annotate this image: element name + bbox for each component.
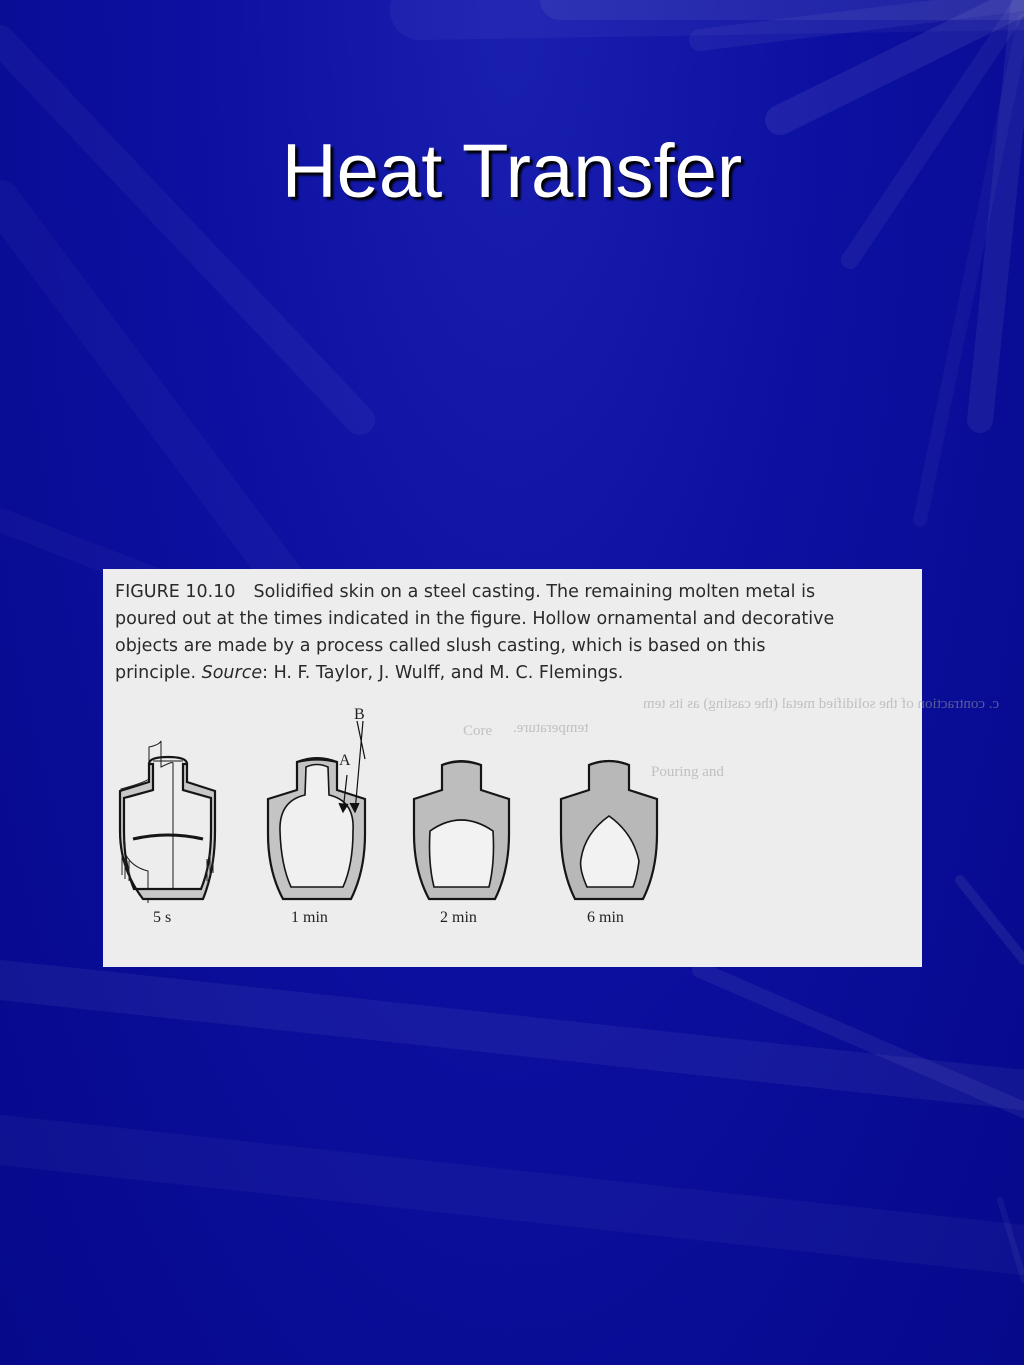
casting-1min [268, 758, 365, 899]
slide-title: Heat Transfer [281, 129, 743, 214]
casting-6min [561, 761, 657, 899]
point-label-b: B [354, 706, 365, 723]
bleed-through-text: Pouring and [651, 764, 724, 780]
bleed-through-text: Core [463, 723, 493, 739]
caption-line: objects are made by a process called slush casting, which is based on this [115, 636, 766, 656]
time-label: 2 min [440, 909, 477, 926]
caption-source-text: : H. F. Taylor, J. Wulff, and M. C. Flemings. [262, 663, 624, 683]
bleed-through-text: temperature. [513, 720, 589, 736]
casting-5s [120, 741, 215, 903]
figure-number: FIGURE 10.10 [115, 582, 236, 602]
caption-line: Solidified skin on a steel casting. The remaining molten metal is [253, 582, 816, 602]
casting-diagrams [103, 569, 922, 967]
caption-line: poured out at the times indicated in the figure. Hollow ornamental and decorative [115, 609, 835, 629]
bleed-through-text: c. contraction of the solidified metal (the casting) as its tem [643, 696, 1000, 712]
time-label: 5 s [153, 909, 172, 926]
caption-line: principle. [115, 663, 202, 683]
point-label-a: A [339, 752, 351, 769]
caption-source-label: Source [201, 663, 263, 683]
figure-scan [103, 569, 1000, 967]
time-label: 1 min [291, 909, 328, 926]
time-label: 6 min [587, 909, 624, 926]
casting-2min [414, 761, 509, 899]
